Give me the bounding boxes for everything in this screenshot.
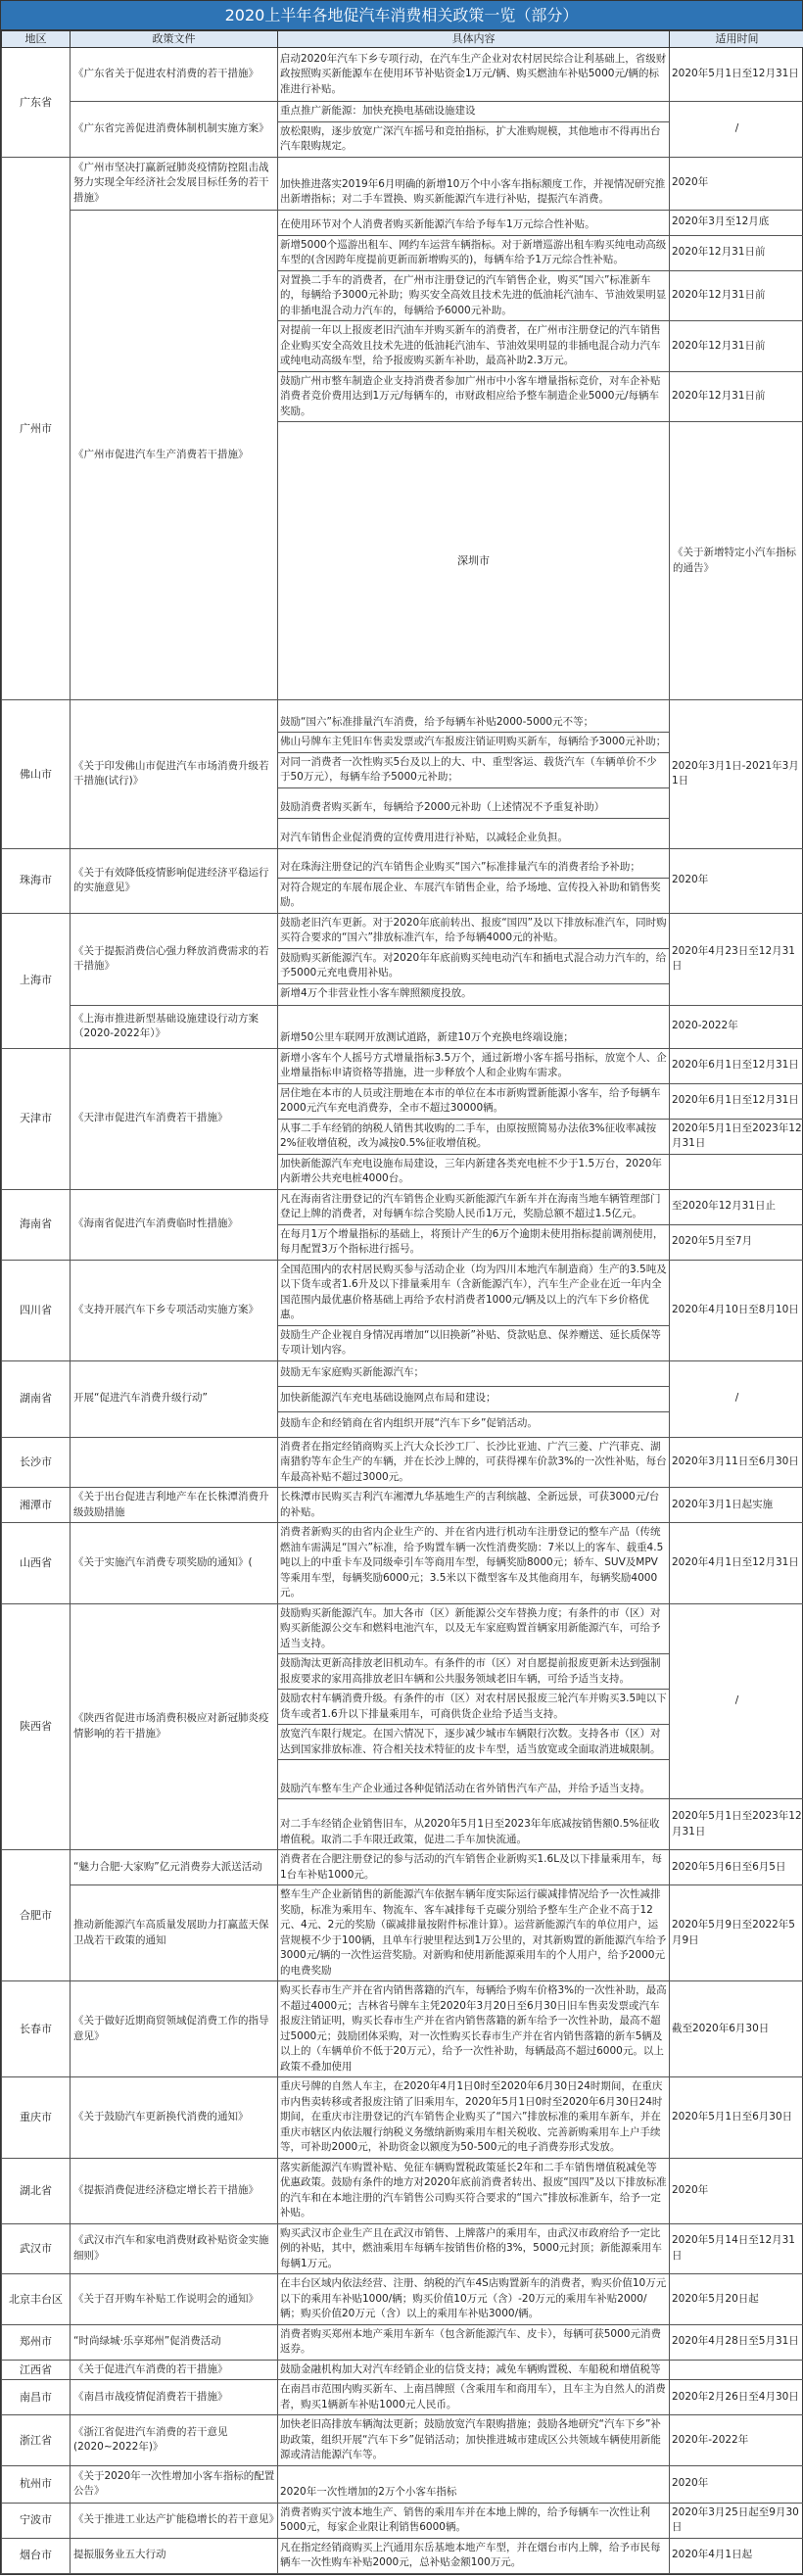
time-cell: 2020年 — [670, 157, 803, 210]
table-row — [2, 1189, 803, 1224]
policy-cell: 《关于做好近期商贸领域促消费工作的指导意见》 — [71, 1981, 278, 2077]
time-cell: 2020年 — [670, 2465, 803, 2503]
time-cell: 2020年3月1日起实施 — [670, 1488, 803, 1523]
time-cell: 2020年5月至7月 — [670, 1224, 803, 1260]
table-row — [2, 1005, 803, 1048]
policy-cell: 《广州市坚决打赢新冠肺炎疫情防控阻击战努力实现全年经济社会发展目标任务的若干措施》 — [71, 157, 278, 210]
content-cell: 全国范围内的农村居民购买参与活动企业（均为四川本地汽车制造商）生产的3.5吨及以下货车或者1.6升及以下排量乘用车（含新能源汽车），汽车生产企业在近一年内全国范围内最优惠价格基础上再给予农村消费者1000元/辆及以上的汽车下乡价格优惠。 — [278, 1260, 670, 1325]
time-cell: 2020年3月25日起至9月30日 — [670, 2503, 803, 2538]
policy-cell: 《关于促进汽车消费的若干措施》 — [71, 2360, 278, 2380]
policy-cell: 提振服务业五大行动 — [71, 2538, 278, 2573]
policy-cell: 《武汉市汽车和家电消费财政补贴资金实施细则》 — [71, 2223, 278, 2274]
policy-cell: 《陕西省促进市场消费积极应对新冠肺炎疫情影响的若干措施》 — [71, 1603, 278, 1850]
policy-cell: 《关于新增特定小汽车指标的通告》 — [670, 422, 803, 700]
region-cell: 宁波市 — [2, 2503, 71, 2538]
content-cell: 对同一消费者一次性购买5台及以上的大、中、重型客运、载货汽车（车辆单价不少于50万元），每辆车给予5000元补助； — [278, 752, 670, 787]
table-row — [2, 2223, 803, 2274]
table-row — [2, 1850, 803, 1885]
policy-cell: 《海南省促进汽车消费临时性措施》 — [71, 1189, 278, 1260]
table-row — [2, 210, 803, 235]
region-cell: 广州市 — [2, 157, 71, 700]
content-cell: 对在珠海注册登记的汽车销售企业购买“国六”标准排量汽车的消费者给予补助； — [278, 848, 670, 878]
content-cell: 居住地在本市的人员或注册地在本市的单位在本市新购置新能源小客车，给予每辆车2000元汽车充电消费券，全市不超过30000辆。 — [278, 1083, 670, 1119]
content-cell: 在南昌市范围内购买新车、上南昌牌照（含乘用车和商用车），且车主为自然人的消费者，购买1辆新车补贴1000元人民币。 — [278, 2380, 670, 2415]
time-cell: 2020年-2022年 — [670, 2415, 803, 2466]
table-row — [2, 700, 803, 733]
table-row — [2, 2360, 803, 2380]
time-cell: 至2020年12月31日止 — [670, 1189, 803, 1224]
time-cell — [670, 1154, 803, 1189]
time-cell: 2020年12月31日前 — [670, 270, 803, 321]
region-cell: 杭州市 — [2, 2465, 71, 2503]
policy-cell: 《提振消费促进经济稳定增长若干措施》 — [71, 2158, 278, 2223]
content-cell: 凡在指定经销商购买上汽通用东岳基地本地产车型，并在烟台市内上牌，给予市民每辆车一次性购车补贴2000元，总补贴金额100万元。 — [278, 2538, 670, 2573]
table-row — [2, 2380, 803, 2415]
region-cell: 陕西省 — [2, 1603, 71, 1850]
policy-cell: 《浙江省促进汽车消费的若干意见(2020~2022年)》 — [71, 2415, 278, 2466]
content-cell: 加快推进落实2019年6月明确的新增10万个中小客车指标额度工作，并视情况研究推出新增指标；对二手车置换、购买新能源汽车进行补贴，提振汽车消费。 — [278, 157, 670, 210]
region-cell: 长春市 — [2, 1981, 71, 2077]
content-cell: 鼓励“国六”标准排量汽车消费，给予每辆车补贴2000-5000元不等； — [278, 700, 670, 733]
time-cell: 截至2020年6月30日 — [670, 1981, 803, 2077]
table-row — [2, 2274, 803, 2325]
table-row — [2, 848, 803, 878]
content-cell: 凡在海南省注册登记的汽车销售企业购买新能源汽车新车并在海南当地车辆管理部门登记上牌的消费者，对每辆车综合奖励人民币1万元，奖励总额不超过1.5亿元。 — [278, 1189, 670, 1224]
policy-cell: 《关于鼓励汽车更新换代消费的通知》 — [71, 2077, 278, 2159]
policy-cell: 《广东省完善促进消费体制机制实施方案》 — [71, 102, 278, 158]
time-cell: 2020年4月23日至12月31日 — [670, 913, 803, 1005]
region-cell: 合肥市 — [2, 1850, 71, 1981]
content-cell: 消费者购买宁波本地生产、销售的乘用车并在本地上牌的，给予每辆车一次性让利5000元，每家企业限让利销售6000辆。 — [278, 2503, 670, 2538]
region-cell: 武汉市 — [2, 2223, 71, 2274]
content-cell: 鼓励购买新能源汽车。对2020年年底前购买纯电动汽车和插电式混合动力汽车的，给予5000元充电费用补贴。 — [278, 948, 670, 983]
table-row — [2, 1437, 803, 1488]
region-cell: 深圳市 — [278, 422, 670, 700]
policy-cell: 推动新能源汽车高质量发展助力打赢蓝天保卫战若干政策的通知 — [71, 1885, 278, 1981]
table-row — [2, 1488, 803, 1523]
content-cell: 在每月1万个增量指标的基础上，将预计产生的6万个逾期未使用指标提前调剂使用，每月配置3万个指标进行摇号。 — [278, 1224, 670, 1260]
content-cell: 2020年一次性增加的2万个小客车指标 — [278, 2465, 670, 2503]
table-row — [2, 1981, 803, 2077]
content-cell: 鼓励生产企业视自身情况再增加“以旧换新”补贴、贷款贴息、保养赠送、延长质保等专项计划内容。 — [278, 1325, 670, 1360]
time-cell: 2020年12月31日前 — [670, 371, 803, 422]
content-cell: 放宽汽车限行规定。在国六情况下，逐步减少城市车辆限行次数。支持各市（区）对达到国家排放标准、符合相关技术特征的皮卡车型，适当放宽或全面取消进城限制。 — [278, 1725, 670, 1760]
content-cell: 鼓励淘汰更新高排放老旧机动车。有条件的市（区）对自愿提前报废更新未达到强制报废要求的家用高排放老旧车辆和公共服务领域老旧车辆，可给予适当支持。 — [278, 1654, 670, 1690]
content-cell: 鼓励金融机构加大对汽车经销企业的信贷支持；减免车辆购置税、车船税和增值税等 — [278, 2360, 670, 2380]
table-row — [2, 157, 803, 210]
content-cell: 长株潭市民购买吉利汽车湘潭九华基地生产的吉利缤越、全新远景，可获3000元/台的补贴。 — [278, 1488, 670, 1523]
content-cell: 新增5000个巡游出租车、网约车运营车辆指标。对于新增巡游出租车购买纯电动高级车型的(含因跨年度提前更新而新增购买的)，每辆车给予1万元综合性补贴。 — [278, 235, 670, 270]
policy-cell: 《支持开展汽车下乡专项活动实施方案》 — [71, 1260, 278, 1360]
table-row — [2, 2077, 803, 2159]
policy-cell: 《上海市推进新型基础设施建设行动方案（2020-2022年）》 — [71, 1005, 278, 1048]
content-cell: 鼓励汽车整车生产企业通过各种促销活动在省外销售汽车产品，并给予适当支持。 — [278, 1760, 670, 1799]
header-time: 适用时间 — [670, 31, 803, 48]
content-cell: 新增4万个非营业性小客车牌照额度投放。 — [278, 983, 670, 1005]
region-cell: 佛山市 — [2, 700, 71, 849]
policy-cell: 《关于提振消费信心强力释放消费需求的若干措施》 — [71, 913, 278, 1005]
policy-cell: 《广州市促进汽车生产消费若干措施》 — [71, 210, 278, 700]
time-cell: 2020年5月20日起 — [670, 2274, 803, 2325]
content-cell: 鼓励老旧汽车更新。对于2020年底前转出、报废“国四”及以下排放标准汽车，同时购买符合要求的“国六”排放标准汽车，给予每辆4000元的补贴。 — [278, 913, 670, 948]
time-cell: 2020年5月14日至12月31日 — [670, 2223, 803, 2274]
region-cell: 南昌市 — [2, 2380, 71, 2415]
region-cell: 珠海市 — [2, 848, 71, 913]
region-cell: 上海市 — [2, 913, 71, 1048]
content-cell: 对置换二手车的消费者，在广州市注册登记的汽车销售企业，购买“国六”标准新车的，每辆给予3000元补助；购买安全高效且技术先进的低油耗汽油车、节油效果明显的非插电混合动力汽车的，每辆给予6000元补助。 — [278, 270, 670, 321]
content-cell: 落实新能源汽车购置补贴、免征车辆购置税政策延长2年和二手车销售增值税减免等优惠政策。鼓励有条件的地方对2020年底前消费者转出、报废“国四”及以下排放标准的汽车和在本地注册的汽车销售公司购买符合要求的“国六”排放标准新车，给予一定补贴。 — [278, 2158, 670, 2223]
policy-cell: 《关于有效降低疫情影响促进经济平稳运行的实施意见》 — [71, 848, 278, 913]
time-cell: 2020年5月6日至6月5日 — [670, 1850, 803, 1885]
time-cell: 2020年4月28日至5月31日 — [670, 2324, 803, 2360]
time-cell: 2020-2022年 — [670, 1005, 803, 1048]
time-cell: 2020年3月1日-2021年3月1日 — [670, 700, 803, 849]
policy-cell: 《广东省关于促进农村消费的若干措施》 — [71, 48, 278, 102]
content-cell: 消费者在合肥注册登记的参与活动的汽车销售企业新购买1.6L及以下排量乘用车，每1台车补贴1000元。 — [278, 1850, 670, 1885]
content-cell: 新增50公里车联网开放测试道路，新建10万个充换电终端设施； — [278, 1005, 670, 1048]
content-cell: 从事二手车经销的纳税人销售其收购的二手车，由原按照简易办法依3%征收率减按2%征收增值税，改为减按0.5%征收增值税。 — [278, 1119, 670, 1154]
time-cell: 2020年5月9日至2022年5月9日 — [670, 1885, 803, 1981]
content-cell: 加快新能源汽车充电基础设施网点布局和建设； — [278, 1386, 670, 1411]
content-cell: 鼓励购买新能源汽车。加大各市（区）新能源公交车替换力度；有条件的市（区）对购买新能源公交车和燃料电池汽车，以及无车家庭购置首辆家用新能源汽车，可给予适当支持。 — [278, 1603, 670, 1654]
content-cell: 鼓励车企和经销商在省内组织开展“汽车下乡”促销活动。 — [278, 1411, 670, 1437]
time-cell: 2020年 — [670, 848, 803, 913]
region-cell: 海南省 — [2, 1189, 71, 1260]
time-cell: 2020年4月10日至8月10日 — [670, 1260, 803, 1360]
content-cell: 鼓励消费者购买新车，每辆给予2000元补助（上述情况不予重复补助） — [278, 787, 670, 818]
time-cell — [670, 2360, 803, 2380]
policy-table — [1, 30, 803, 2574]
content-cell: 鼓励农村车辆消费升级。有条件的市（区）对农村居民报废三轮汽车并购买3.5吨以下货车或者1.6升以下排量乘用车，可商供货企业给予适当支持。 — [278, 1690, 670, 1725]
policy-cell: “魅力合肥·大家购”亿元消费券大派送活动 — [71, 1850, 278, 1885]
region-cell: 北京丰台区 — [2, 2274, 71, 2325]
table-row — [2, 102, 803, 122]
time-cell: 2020年5月1日至2023年12月31日 — [670, 1119, 803, 1154]
content-cell: 鼓励无车家庭购买新能源汽车； — [278, 1360, 670, 1386]
time-cell: 2020年5月1日至2023年12月31日 — [670, 1799, 803, 1850]
content-cell: 消费者新购买的由省内企业生产的、并在省内进行机动车注册登记的整车产品（传统燃油车需满足“国六”标准，给予购置车辆一次性消费奖励：7米以上的客车、载重4.5吨以上的中重卡车及同级牵引车等商用车型，每辆奖励8000元；轿车、SUV及MPV等乘用车型，每辆奖励6000元；3.5米以下微型客车及其他商用车，每辆奖励4000元。 — [278, 1523, 670, 1604]
table-row — [2, 2465, 803, 2503]
content-cell: 鼓励广州市整车制造企业支持消费者参加广州市中小客车增量指标竞价，对车企补贴消费者竞价费用达到1万元/每辆车的，市财政相应给予整车制造企业5000元/每辆车奖励。 — [278, 371, 670, 422]
header-content: 具体内容 — [278, 31, 670, 48]
table-row — [2, 1360, 803, 1386]
content-cell: 重庆号牌的自然人车主，在2020年4月1日0时至2020年6月30日24时期间，在重庆市内售卖转移或者报废注销了旧乘用车，2020年5月1日0时至2020年6月30日24时期间，在重庆市注册登记的汽车销售企业购买了“国六”排放标准的乘用车新车，并在重庆市辖区内依法履行纳税义务缴纳新购乘用车相关税收、完善新购乘用车上户手续等，可补助2000元，补助资金以额度为50-500元的电子消费券形式发放。 — [278, 2077, 670, 2159]
policy-cell: 《关于2020年一次性增加小客车指标的配置公告》 — [71, 2465, 278, 2503]
table-row — [2, 1260, 803, 1325]
time-cell: 2020年5月1日至6月30日 — [670, 2077, 803, 2159]
region-cell: 湘潭市 — [2, 1488, 71, 1523]
policy-cell: 《关于实施汽车消费专项奖励的通知》( — [71, 1523, 278, 1604]
region-cell: 天津市 — [2, 1048, 71, 1189]
table-row — [2, 2415, 803, 2466]
content-cell: 对汽车销售企业促消费的宣传费用进行补贴，以减轻企业负担。 — [278, 818, 670, 848]
table-row — [2, 1885, 803, 1981]
time-cell: 2020年 — [670, 2158, 803, 2223]
content-cell: 放松限购，逐步放宽广深汽车摇号和竞拍指标，扩大准购规模，其他地市不得再出台汽车限购规定。 — [278, 121, 670, 157]
region-cell: 郑州市 — [2, 2324, 71, 2360]
content-cell: 新增小客车个人摇号方式增量指标3.5万个，通过新增小客车摇号指标，放宽个人、企业增量指标申请资格等措施，进一步释放个人和企业购车需求。 — [278, 1048, 670, 1083]
time-cell: 2020年12月31日前 — [670, 321, 803, 372]
table-row — [2, 2503, 803, 2538]
header-policy: 政策文件 — [71, 31, 278, 48]
content-cell: 对提前一年以上报废老旧汽油车并购买新车的消费者，在广州市注册登记的汽车销售企业购买安全高效且技术先进的低油耗汽油车、节油效果明显的非插电混合动力汽车或纯电动高级车型，给予报废购买新车补助，最高补助2.3万元。 — [278, 321, 670, 372]
time-cell: 2020年4月1日至12月31日 — [670, 1523, 803, 1604]
policy-cell: 《关于印发佛山市促进汽车市场消费升级若干措施(试行)》 — [71, 700, 278, 849]
table-row — [2, 2158, 803, 2223]
content-cell: 购买武汉市企业生产且在武汉市销售、上牌落户的乘用车，由武汉市政府给予一定比例的补贴，其中，燃油乘用车每辆车按销售价格的3%，5000元封顶；新能源乘用车每辆1万元。 — [278, 2223, 670, 2274]
content-cell: 佛山号牌车主凭旧车售卖发票或汽车报废注销证明购买新车，每辆给予3000元补助； — [278, 733, 670, 753]
region-cell: 烟台市 — [2, 2538, 71, 2573]
region-cell: 浙江省 — [2, 2415, 71, 2466]
time-cell: / — [670, 1603, 803, 1799]
table-row — [2, 2324, 803, 2360]
time-cell: 2020年3月至12月底 — [670, 210, 803, 235]
table-row — [2, 1048, 803, 1083]
time-cell: / — [670, 102, 803, 158]
time-cell: 2020年12月31日前 — [670, 235, 803, 270]
time-cell: / — [670, 1360, 803, 1437]
time-cell: 2020年5月1日至12月31日 — [670, 48, 803, 102]
table-row — [2, 2538, 803, 2573]
policy-cell: 《关于推进工业达产扩能稳增长的若干意见》 — [71, 2503, 278, 2538]
policy-cell: 《关于出台促进吉利地产车在长株潭消费升级鼓励措施 — [71, 1488, 278, 1523]
header-row — [2, 31, 803, 48]
content-cell: 整车生产企业新销售的新能源汽车依据车辆年度实际运行碳减排情况给予一次性减排奖励，标准为乘用车、物流车、客车减排每千克碳分别给予整车生产企业不高于12元、4元、2元的奖励（碳减排量按附件标准计算）。运营新能源汽车的单位用户，运营规模不少于100辆，且单车行驶里程达到1万公里的，对其新购置的新能源汽车给予3000元/辆的一次性运营奖励。对新购和使用新能源乘用车的个人用户，给予2000元的电费奖励 — [278, 1885, 670, 1981]
time-cell: 2020年6月1日至12月31日 — [670, 1048, 803, 1083]
region-cell: 四川省 — [2, 1260, 71, 1360]
content-cell: 消费者购买郑州本地产乘用车新车（包含新能源汽车、皮卡），每辆可获5000元消费返券。 — [278, 2324, 670, 2360]
time-cell: 2020年6月1日至12月31日 — [670, 1083, 803, 1119]
table-row — [2, 48, 803, 102]
content-cell: 在使用环节对个人消费者购买新能源汽车给予每车1万元综合性补贴。 — [278, 210, 670, 235]
content-cell: 购买长春市生产并在省内销售落籍的汽车，每辆给予购车价格3%的一次性补助，最高不超过4000元；吉林省号牌车主凭2020年3月20日至6月30日旧车售卖发票或汽车报废注销证明，购买长春市生产并在省内销售落籍的新车给予一次性补助，最高不超过5000元；鼓励团体采购，对一次性购买长春市生产并在省内销售落籍的新车5辆及以上的（车辆单价不低于20万元），给予一次性补助，每辆最高不超过6000元。以上政策不叠加使用 — [278, 1981, 670, 2077]
content-cell: 启动2020年汽车下乡专项行动，在汽车生产企业对农村居民综合让利基础上，省级财政按照购买新能源车在使用环节补贴资金1万元/辆、购买燃油车补贴5000元/辆的标准进行补贴。 — [278, 48, 670, 102]
time-cell: 2020年4月1日起 — [670, 2538, 803, 2573]
content-cell: 对符合规定的车展布展企业、车展汽车销售企业，给予场地、宣传投入补助和销售奖励。 — [278, 878, 670, 913]
table-title: 2020上半年各地促汽车消费相关政策一览（部分） — [1, 1, 802, 30]
policy-cell: 《南昌市战疫情促消费若干措施》 — [71, 2380, 278, 2415]
policy-cell: “时尚绿城·乐享郑州”促消费活动 — [71, 2324, 278, 2360]
region-cell: 湖北省 — [2, 2158, 71, 2223]
table-row — [2, 913, 803, 948]
policy-cell — [71, 1437, 278, 1488]
time-cell: 2020年2月26日至4月30日 — [670, 2380, 803, 2415]
content-cell: 重点推广新能源：加快充换电基础设施建设 — [278, 102, 670, 122]
policy-cell: 《天津市促进汽车消费若干措施》 — [71, 1048, 278, 1189]
region-cell: 广东省 — [2, 48, 71, 158]
region-cell: 重庆市 — [2, 2077, 71, 2159]
table-row — [2, 1523, 803, 1604]
content-cell: 消费者在指定经销商购买上汽大众长沙工厂、长沙比亚迪、广汽三菱、广汽菲克、湖南猎豹等车企生产的车辆，并在长沙上牌的，可获得裸车价款3%的一次性补贴，每台车最高补贴不超过3000元。 — [278, 1437, 670, 1488]
content-cell: 对二手车经销企业销售旧车，从2020年5月1日至2023年年底减按销售额0.5%征收增值税。取消二手车限迁政策，促进二手车加快流通。 — [278, 1799, 670, 1850]
region-cell: 湖南省 — [2, 1360, 71, 1437]
time-cell: 2020年3月11日至6月30日 — [670, 1437, 803, 1488]
policy-cell: 开展“促进汽车消费升级行动” — [71, 1360, 278, 1437]
content-cell: 加快老旧高排放车辆淘汰更新；鼓励放宽汽车限购措施；鼓励各地研究“汽车下乡”补助政策，组织开展“汽车下乡”促销活动；加快推进城市建成区公共领域车辆使用新能源或清洁能源汽车等。 — [278, 2415, 670, 2466]
region-cell: 山西省 — [2, 1523, 71, 1604]
content-cell: 加快新能源汽车充电设施布局建设，三年内新建各类充电桩不少于1.5万台，2020年内新增公共充电桩4000台。 — [278, 1154, 670, 1189]
header-region: 地区 — [2, 31, 71, 48]
policy-cell: 《关于召开购车补贴工作说明会的通知》 — [71, 2274, 278, 2325]
region-cell: 江西省 — [2, 2360, 71, 2380]
region-cell: 长沙市 — [2, 1437, 71, 1488]
table-row — [2, 1603, 803, 1654]
content-cell: 在丰台区域内依法经营、注册、纳税的汽车4S店购置新车的消费者，购买价值10万元以下的乘用车补贴1000/辆；购买价值10万元（含）-20万元的乘用车补贴2000/辆；购买价值20万元（含）以上的乘用车补贴3000/辆。 — [278, 2274, 670, 2325]
